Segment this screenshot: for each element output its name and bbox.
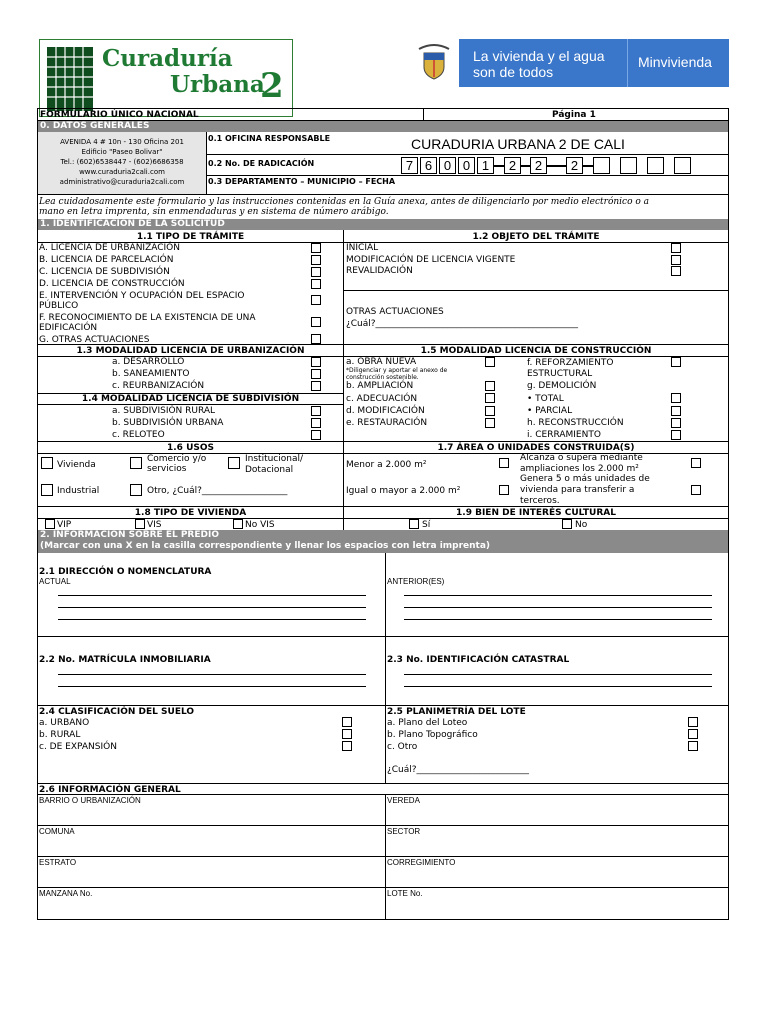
radicacion-digit-box[interactable]: 2 <box>504 157 521 174</box>
vivienda-label: VIS <box>147 520 162 530</box>
logo-number: 2 <box>260 66 284 106</box>
checkbox-reforzamiento[interactable] <box>671 357 681 367</box>
vivienda-label: VIP <box>57 520 72 530</box>
checkbox-urbanizacion[interactable] <box>311 243 321 253</box>
vivienda-label: No VIS <box>245 520 275 530</box>
suelo-item: b. RURAL <box>39 730 81 740</box>
info-label: BARRIO O URBANIZACIÓN <box>39 796 141 805</box>
fill-line <box>404 686 712 687</box>
fill-line <box>58 595 366 596</box>
section-2-subtitle: (Marcar con una X en la casilla correspondiente y llenar los espacios con letra imprenta) <box>40 541 491 551</box>
checkbox-modificacion-vigente[interactable] <box>671 255 681 265</box>
radicacion-digit-box[interactable]: 7 <box>401 157 418 174</box>
checkbox-restauracion[interactable] <box>485 418 495 428</box>
radicacion-digit-box[interactable] <box>620 157 637 174</box>
objeto-tramite-title: 1.2 OBJETO DEL TRÁMITE <box>472 232 600 242</box>
matricula-title: 2.2 No. MATRÍCULA INMOBILIARIA <box>39 655 211 665</box>
radicacion-separator <box>494 165 504 167</box>
objeto-cual: ¿Cuál?_____________________________________________ <box>346 319 579 329</box>
bic-label: No <box>575 520 588 530</box>
divider <box>37 887 729 888</box>
checkbox-urbano[interactable] <box>342 717 352 727</box>
checkbox-vip[interactable] <box>45 519 55 529</box>
const-left-item: b. AMPLIACIÓN <box>346 381 414 391</box>
fill-line <box>404 595 712 596</box>
checkbox-construccion[interactable] <box>311 279 321 289</box>
checkbox-institucional[interactable] <box>228 457 240 469</box>
suelo-item: a. URBANO <box>39 718 90 728</box>
const-right-item: • PARCIAL <box>527 406 573 416</box>
const-right-item: ESTRUCTURAL <box>527 369 593 379</box>
tipo-item: D. LICENCIA DE CONSTRUCCIÓN <box>39 279 185 289</box>
radicacion-digit-box[interactable] <box>647 157 664 174</box>
checkbox-otro-uso[interactable] <box>130 484 142 496</box>
curaduria-logo <box>39 39 293 117</box>
coat-of-arms-icon <box>409 39 459 87</box>
checkbox-vivienda[interactable] <box>41 457 53 469</box>
const-right-item: • TOTAL <box>527 394 564 404</box>
uso-label: Vivienda <box>57 460 96 470</box>
checkbox-menor-2000[interactable] <box>499 458 509 468</box>
divider <box>423 108 424 120</box>
divider <box>37 441 729 442</box>
divider <box>37 856 729 857</box>
checkbox-saneamiento[interactable] <box>311 369 321 379</box>
checkbox-alcanza-2000[interactable] <box>691 458 701 468</box>
tipo-item: A. LICENCIA DE URBANIZACIÓN <box>39 243 181 253</box>
uso-label: Otro, ¿Cuál?___________________ <box>147 486 288 496</box>
area-title: 1.7 ÁREA O UNIDADES CONSTRUIDA(S) <box>437 443 635 453</box>
checkbox-reurbanizacion[interactable] <box>311 381 321 391</box>
section-2-header <box>38 530 728 553</box>
form-title: FORMULARIO ÚNICO NACIONAL <box>40 110 199 120</box>
checkbox-comercio[interactable] <box>130 457 142 469</box>
info-label: COMUNA <box>39 827 75 836</box>
subd-item: b. SUBDIVISIÓN URBANA <box>112 418 224 428</box>
government-banner <box>409 39 729 87</box>
construccion-title: 1.5 MODALIDAD LICENCIA DE CONSTRUCCIÓN <box>420 346 652 356</box>
checkbox-reconocimiento[interactable] <box>311 317 321 327</box>
divider <box>385 794 386 920</box>
urb-item: c. REURBANIZACIÓN <box>112 381 205 391</box>
urb-item: a. DESARROLLO <box>112 357 185 367</box>
checkbox-subdivision[interactable] <box>311 267 321 277</box>
divider <box>37 404 343 405</box>
checkbox-reconstruccion[interactable] <box>671 418 681 428</box>
checkbox-subdivision-urbana[interactable] <box>311 418 321 428</box>
objeto-item: REVALIDACIÓN <box>346 266 413 276</box>
tipo-item: C. LICENCIA DE SUBDIVISIÓN <box>39 267 170 277</box>
tipo-item: B. LICENCIA DE PARCELACIÓN <box>39 255 174 265</box>
tipo-item: EDIFICACIÓN <box>39 323 98 333</box>
urb-item: b. SANEAMIENTO <box>112 369 190 379</box>
info-general-title: 2.6 INFORMACIÓN GENERAL <box>39 785 181 795</box>
tipo-item: G. OTRAS ACTUACIONES <box>39 335 150 345</box>
area-item: ampliaciones los 2.000 m² <box>520 464 639 474</box>
usos-title: 1.6 USOS <box>167 443 214 453</box>
checkbox-plano-topografico[interactable] <box>688 729 698 739</box>
fill-line <box>58 674 366 675</box>
checkbox-intervencion[interactable] <box>311 295 321 305</box>
address-line: www.curaduria2cali.com <box>79 168 165 176</box>
gov-slogan-line2: son de todos <box>473 64 554 80</box>
plan-item: a. Plano del Loteo <box>387 718 468 728</box>
uso-label: Institucional/ <box>245 454 304 464</box>
uso-label: Dotacional <box>245 465 294 475</box>
divider <box>385 553 386 783</box>
plan-item: b. Plano Topográfico <box>387 730 478 740</box>
divider <box>206 132 207 194</box>
radicacion-digit-box[interactable]: 1 <box>477 157 494 174</box>
const-left-item: e. RESTAURACIÓN <box>346 418 428 428</box>
const-note: construcción sostenible. <box>346 374 419 381</box>
checkbox-plano-otro[interactable] <box>688 741 698 751</box>
radicacion-separator <box>583 165 593 167</box>
checkbox-revalidacion[interactable] <box>671 266 681 276</box>
fill-line <box>404 674 712 675</box>
checkbox-expansion[interactable] <box>342 741 352 751</box>
const-obra-nueva: a. OBRA NUEVA <box>346 357 417 367</box>
oficina-label: 0.1 OFICINA RESPONSABLE <box>208 134 331 143</box>
gov-slogan-line1: La vivienda y el agua <box>473 48 605 64</box>
catastral-title: 2.3 No. IDENTIFICACIÓN CATASTRAL <box>387 655 570 665</box>
tipo-item: PÚBLICO <box>39 301 79 311</box>
checkbox-parcial[interactable] <box>671 406 681 416</box>
divider <box>206 175 729 176</box>
const-left-item: c. ADECUACIÓN <box>346 394 418 404</box>
tipo-tramite-title: 1.1 TIPO DE TRÁMITE <box>136 232 245 242</box>
checkbox-modificacion[interactable] <box>485 406 495 416</box>
divider <box>37 506 729 507</box>
radicacion-label: 0.2 No. DE RADICACIÓN <box>208 159 315 168</box>
divider <box>37 783 729 784</box>
objeto-item: OTRAS ACTUACIONES <box>346 307 444 317</box>
checkbox-ampliacion[interactable] <box>485 381 495 391</box>
address-line: AVENIDA 4 # 10n - 130 Oficina 201 <box>60 138 184 146</box>
logo-line2: Urbana <box>170 71 265 98</box>
divider <box>37 825 729 826</box>
checkbox-desarrollo[interactable] <box>311 357 321 367</box>
address-block <box>38 132 206 194</box>
area-item: terceros. <box>520 496 560 506</box>
address-line: Edificio "Paseo Bolivar" <box>81 148 163 156</box>
const-right-item: h. RECONSTRUCCIÓN <box>527 418 624 428</box>
divider <box>37 194 729 195</box>
fill-line <box>58 686 366 687</box>
checkbox-industrial[interactable] <box>41 484 53 496</box>
bic-title: 1.9 BIEN DE INTERÉS CULTURAL <box>456 508 616 518</box>
area-item: Genera 5 o más unidades de <box>520 474 650 484</box>
checkbox-reloteo[interactable] <box>311 430 321 440</box>
checkbox-adecuacion[interactable] <box>485 393 495 403</box>
tipo-item: E. INTERVENCIÓN Y OCUPACIÓN DEL ESPACIO <box>39 291 245 301</box>
area-item: Alcanza o supera mediante <box>520 453 643 463</box>
fill-line <box>404 619 712 620</box>
checkbox-vis[interactable] <box>135 519 145 529</box>
tipo-item: F. RECONOCIMIENTO DE LA EXISTENCIA DE UNA <box>39 313 256 323</box>
radicacion-digit-box[interactable]: 0 <box>458 157 475 174</box>
oficina-value: CURADURIA URBANA 2 DE CALI <box>411 136 625 152</box>
address-line: Tel.: (602)6538447 - (602)6686358 <box>60 158 184 166</box>
const-note: *Diligenciar y aportar el anexo de <box>346 367 448 374</box>
checkbox-bic-si[interactable] <box>409 519 419 529</box>
departamento-label: 0.3 DEPARTAMENTO – MUNICIPIO – FECHA <box>208 177 396 186</box>
radicacion-digit-box[interactable]: 0 <box>439 157 456 174</box>
const-right-item: i. CERRAMIENTO <box>527 430 601 440</box>
address-line: administrativo@curaduria2cali.com <box>59 178 185 186</box>
info-label: VEREDA <box>387 796 420 805</box>
radicacion-digit-box[interactable]: 2 <box>566 157 583 174</box>
checkbox-genera-unidades[interactable] <box>691 485 701 495</box>
uso-label: Industrial <box>57 486 100 496</box>
info-label: LOTE No. <box>387 889 423 898</box>
checkbox-bic-no[interactable] <box>562 519 572 529</box>
divider <box>37 636 729 637</box>
radicacion-digit-box[interactable]: 2 <box>530 157 547 174</box>
checkbox-mayor-2000[interactable] <box>499 485 509 495</box>
plan-item: c. Otro <box>387 742 418 752</box>
checkbox-cerramiento[interactable] <box>671 430 681 440</box>
plan-cual: ¿Cuál?_________________________ <box>387 765 530 775</box>
radicacion-digit-box[interactable]: 6 <box>420 157 437 174</box>
objeto-item: INICIAL <box>346 243 379 253</box>
divider <box>37 344 729 345</box>
direccion-title: 2.1 DIRECCIÓN O NOMENCLATURA <box>39 567 212 577</box>
uso-label: Comercio y/o <box>147 454 207 464</box>
area-item: Menor a 2.000 m² <box>346 460 427 470</box>
divider <box>343 290 729 291</box>
subdivision-title: 1.4 MODALIDAD LICENCIA DE SUBDIVISIÓN <box>81 394 300 404</box>
page-number: Página 1 <box>552 110 596 120</box>
checkbox-inicial[interactable] <box>671 243 681 253</box>
fill-line <box>58 619 366 620</box>
area-item: vivienda para transferir a <box>520 485 635 495</box>
checkbox-obra-nueva[interactable] <box>485 357 495 367</box>
area-item: Igual o mayor a 2.000 m² <box>346 486 461 496</box>
grid-logo-icon <box>47 47 93 111</box>
anterior-label: ANTERIOR(ES) <box>387 577 445 586</box>
section-2-title: 2. INFORMACIÓN SOBRE EL PREDIO <box>40 530 219 540</box>
urbanizacion-title: 1.3 MODALIDAD LICENCIA DE URBANIZACIÓN <box>76 346 305 356</box>
suelo-item: c. DE EXPANSIÓN <box>39 742 117 752</box>
checkbox-plano-loteo[interactable] <box>688 717 698 727</box>
uso-label: servicios <box>147 464 187 474</box>
info-label: SECTOR <box>387 827 421 836</box>
info-label: MANZANA No. <box>39 889 93 898</box>
instructions-line2: mano en letra imprenta, sin enmendaduras y en sistema de número arábigo. <box>39 207 389 217</box>
checkbox-subdivision-rural[interactable] <box>311 406 321 416</box>
suelo-title: 2.4 CLASIFICACIÓN DEL SUELO <box>39 707 195 717</box>
gov-brand: Minvivienda <box>638 54 712 70</box>
vivienda-title: 1.8 TIPO DE VIVIENDA <box>134 508 247 518</box>
gov-divider <box>627 39 628 87</box>
const-left-item: d. MODIFICACIÓN <box>346 406 425 416</box>
divider <box>37 705 729 706</box>
actual-label: ACTUAL <box>39 577 71 586</box>
objeto-item: MODIFICACIÓN DE LICENCIA VIGENTE <box>346 255 516 265</box>
fill-line <box>58 607 366 608</box>
info-label: ESTRATO <box>39 858 77 867</box>
subd-item: c. RELOTEO <box>112 430 165 440</box>
divider <box>37 794 729 795</box>
planimetria-title: 2.5 PLANIMETRÍA DEL LOTE <box>387 707 526 717</box>
checkbox-total[interactable] <box>671 393 681 403</box>
checkbox-parcelacion[interactable] <box>311 255 321 265</box>
const-right-item: g. DEMOLICIÓN <box>527 381 597 391</box>
checkbox-otras-actuaciones[interactable] <box>311 334 321 344</box>
divider <box>343 230 344 530</box>
divider <box>206 154 729 155</box>
fill-line <box>404 607 712 608</box>
section-1-header: 1. IDENTIFICACIÓN DE LA SOLICITUD <box>38 219 728 230</box>
section-0-header: 0. DATOS GENERALES <box>38 121 728 132</box>
checkbox-rural[interactable] <box>342 729 352 739</box>
bic-label: Sí <box>422 520 431 530</box>
subd-item: a. SUBDIVISIÓN RURAL <box>112 406 216 416</box>
radicacion-digit-box[interactable] <box>674 157 691 174</box>
instructions-line1: Lea cuidadosamente este formulario y las instrucciones contenidas en la Guía anexa, antes de diligenciarlo por medio electrónico o a <box>39 197 650 207</box>
radicacion-digit-box[interactable] <box>593 157 610 174</box>
logo-line1: Curaduría <box>102 45 233 72</box>
const-right-item: f. REFORZAMIENTO <box>527 358 614 368</box>
checkbox-no-vis[interactable] <box>233 519 243 529</box>
info-label: CORREGIMIENTO <box>387 858 456 867</box>
